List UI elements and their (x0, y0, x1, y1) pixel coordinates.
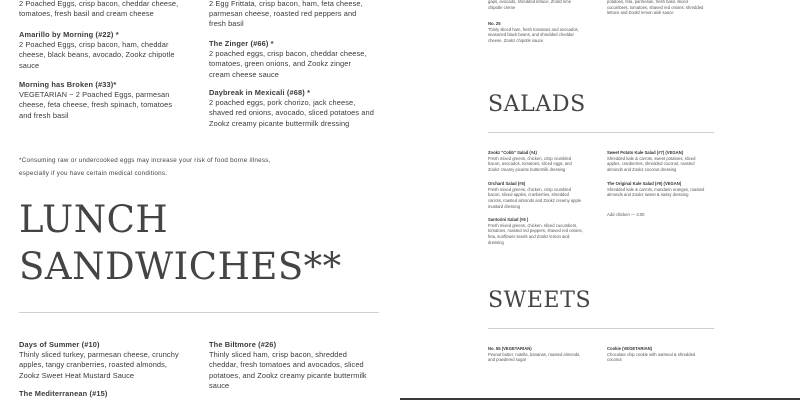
menu-item (488, 217, 583, 246)
right-menu-page (400, 0, 800, 400)
menu-item-title: Zookz "Cobb" Salad (#4) (488, 150, 537, 155)
menu-item (488, 21, 583, 44)
menu-item-title: Cookie (VEGETARIAN) (607, 346, 653, 351)
menu-item-description: Fresh mixed greens, chicken, sliced cucumbers, tomatoes, roasted red peppers, shaved red onions, feta, sunflower seeds and Zookz lemon aioli dressing (488, 222, 583, 245)
menu-item-description: 2 Poached Eggs, crisp bacon, ham, cheddar cheese, black beans, avocado, Zookz chipotle sauce (19, 40, 175, 70)
section-heading-salads: SALADS (488, 92, 586, 117)
menu-item (488, 346, 583, 363)
menu-item-description: gaps, avocado, shredded lettuce, Zookz lime chipotle creme (488, 0, 572, 10)
menu-item-title: Santorini Salad (#6 ) (488, 217, 529, 222)
menu-item-description: VEGETARIAN ~ 2 Poached Eggs, parmesan cheese, feta cheese, fresh spinach, tomatoes and fresh basil (19, 90, 173, 120)
raw-egg-notice: *Consuming raw or undercooked eggs may increase your risk of food borne illness, (19, 157, 271, 164)
menu-item-description: 2 poached eggs, crisp bacon, cheddar cheese, tomatoes, green onions, and Zookz zinger cream cheese sauce (209, 49, 367, 79)
menu-item (209, 340, 374, 391)
menu-item-title: No. 25 (488, 21, 501, 26)
menu-item (488, 150, 583, 173)
menu-item-title: The Biltmore (#26) (209, 340, 277, 349)
menu-item (607, 181, 707, 198)
section-heading-sweets: SWEETS (488, 288, 592, 313)
menu-item-title: Days of Summer (#10) (19, 340, 100, 349)
menu-item (19, 80, 184, 121)
menu-item-title: The Zinger (#66) * (209, 39, 274, 48)
menu-item-description: Shredded kale & carrots, sweet potatoes, sliced apples, cranberries, shredded coconut, roasted almonds and Zookz coconut dressing (607, 155, 696, 173)
menu-item (19, 30, 184, 71)
menu-item-description: Shredded kale & carrots, mandarin oranges, roasted almonds and Zookz sweet & sassy dressing (607, 186, 705, 198)
menu-item-title: Orchard Salad (#5) (488, 181, 526, 186)
menu-item-description: Fresh mixed greens, chicken, crisp crumbled bacon, sliced apples, cranberries, shredded carrots, roasted almonds and Zookz creamy apple mustard dressing (488, 186, 582, 209)
menu-item (209, 39, 374, 80)
menu-item-description: Chocolate chip cookie with oatmeal & shredded coconut (607, 351, 696, 363)
menu-item-description: potatoes, feta, parmesan, fresh basil, sliced cucumbers, tomatoes, shaved red onions, shredded lettuce and Zookz lemon aioli sauce (607, 0, 704, 16)
section-divider (19, 312, 379, 313)
menu-item-title: Amarillo by Morning (#22) * (19, 30, 119, 39)
menu-item-description: Peanut butter, nutella, bananas, roasted almonds, and powdered sugar (488, 351, 581, 363)
add-chicken-price: Add chicken — 3.00 (607, 212, 645, 217)
menu-item-title: Sweet Potato Kale Salad (#7) (VEGAN) (607, 150, 684, 155)
menu-item (209, 0, 374, 30)
menu-item-description: Thinly sliced turkey, parmesan cheese, crunchy apples, tangy cranberries, roasted almonds, Zookz Sweet Heat Mustard Sauce (19, 350, 179, 380)
menu-item-title: The Original Kale Salad (#9) (VEGAN) (607, 181, 682, 186)
menu-item (607, 0, 707, 16)
menu-item-description: Fresh mixed greens, chicken, crisp crumbled bacon, avocados, tomatoes, sliced eggs, and Zookz creamy picante buttermilk dressing (488, 155, 572, 173)
menu-item (19, 340, 184, 381)
menu-item-description: 2 Egg Frittata, crisp bacon, ham, feta cheese, parmesan cheese, roasted red peppers and fresh basil (209, 0, 363, 29)
menu-item-title: Morning has Broken (#33)* (19, 80, 117, 89)
menu-item-title: No. 55 (VEGETARIAN) (488, 346, 532, 351)
menu-item (19, 0, 184, 19)
section-heading-lunch-sandwiches: LUNCH SANDWICHES** (19, 198, 342, 288)
menu-item-description: 2 poached eggs, pork chorizo, jack cheese, shaved red onions, avocado, sliced potatoes and Zookz creamy picante buttermilk dressing (209, 98, 374, 128)
raw-egg-notice-continued: especially if you have certain medical conditions. (19, 170, 168, 177)
menu-item-description: Thinly sliced ham, crisp bacon, shredded cheddar, fresh tomatoes and avocados, sliced potatoes, and Zookz creamy picante buttermilk sauce (209, 350, 367, 390)
menu-item (488, 181, 583, 210)
menu-item-description: Thinly sliced ham, fresh tomatoes and avocados, seasoned black beans, and shredded cheddar cheese, Zookz chipotle sauce (488, 26, 579, 44)
section-divider (488, 328, 714, 329)
menu-item (488, 0, 583, 10)
section-divider (488, 132, 714, 133)
menu-item (607, 346, 707, 363)
menu-item (607, 150, 707, 173)
menu-item (19, 389, 184, 399)
add-on-note (607, 212, 707, 218)
menu-item-title: The Mediterranean (#15) (19, 389, 108, 398)
menu-item (209, 88, 374, 129)
menu-item-title: Daybreak in Mexicali (#68) * (209, 88, 311, 97)
menu-item-description: 2 Poached Eggs, crisp bacon, cheddar cheese, tomatoes, fresh basil and cream cheese (19, 0, 179, 19)
